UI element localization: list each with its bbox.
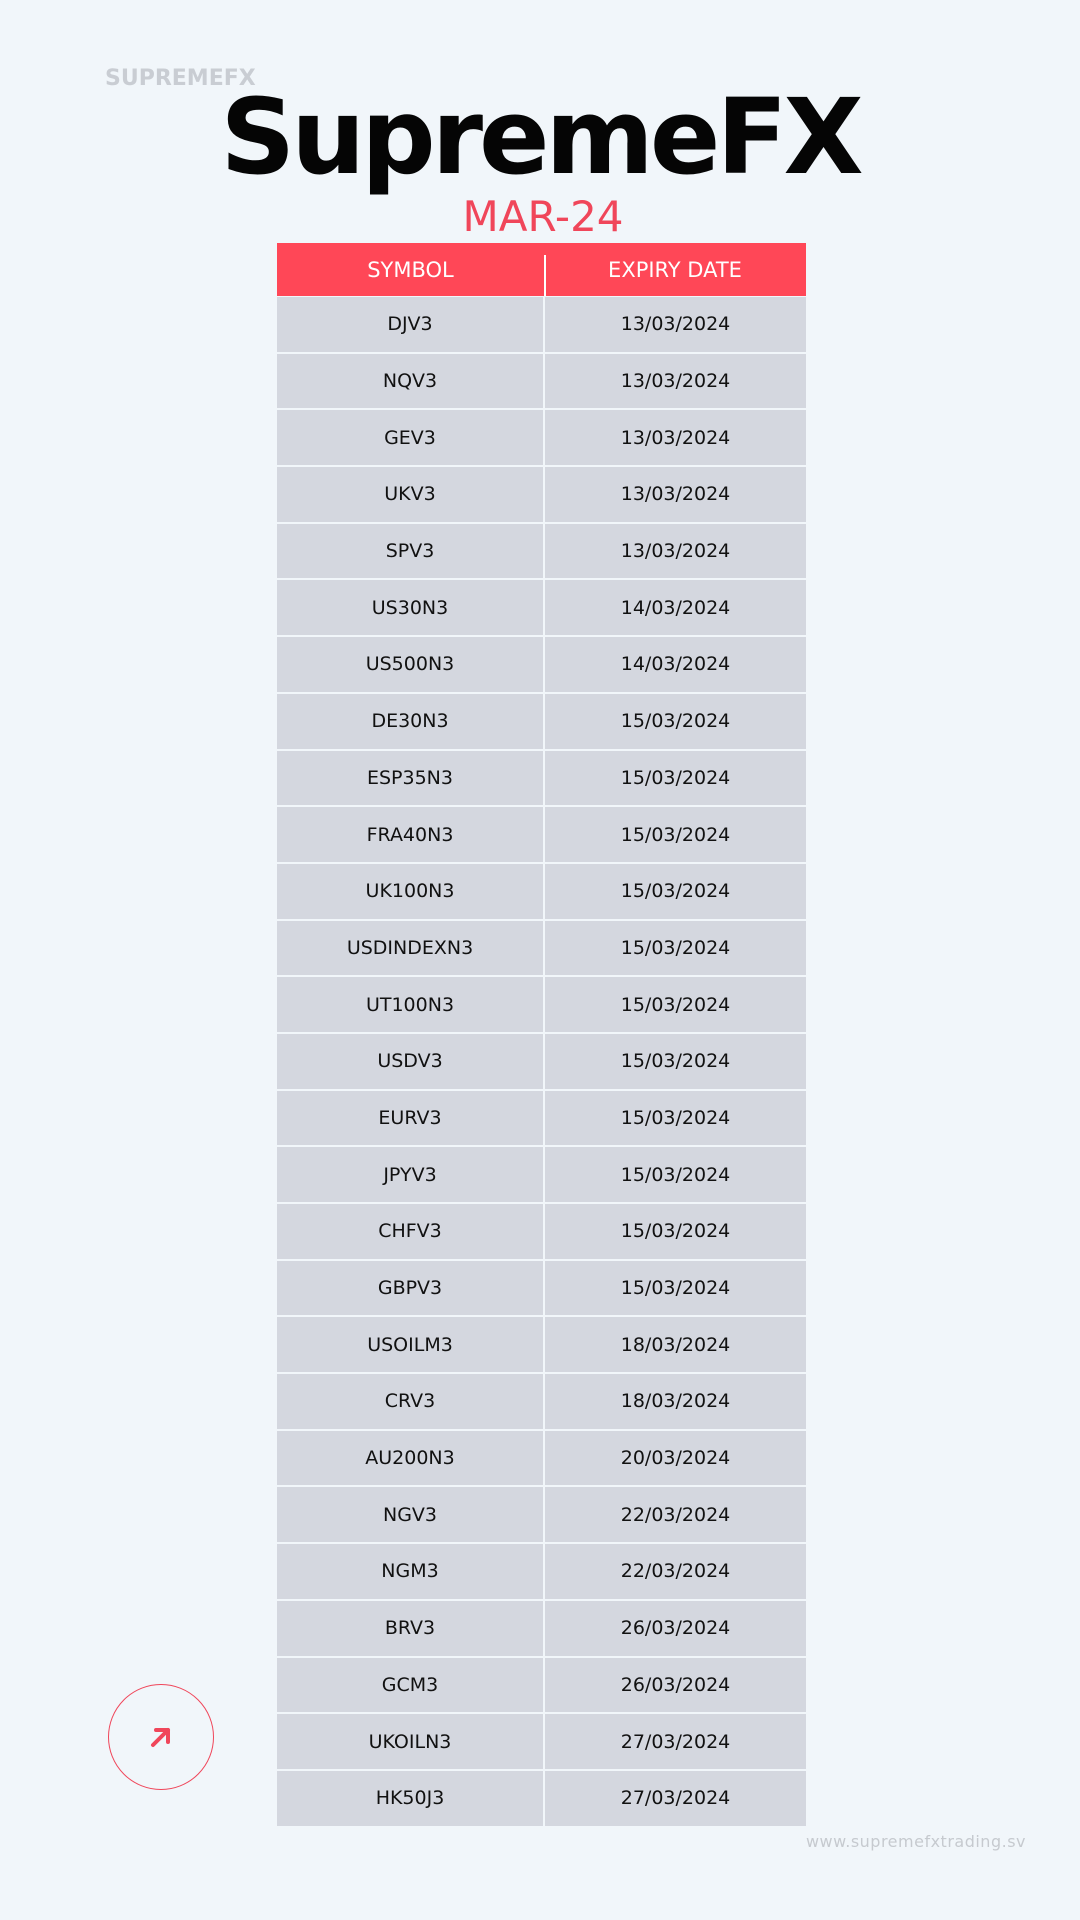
- expiry-date-cell: 13/03/2024: [545, 410, 806, 465]
- symbol-cell: USDV3: [277, 1034, 543, 1089]
- symbol-cell: UK100N3: [277, 864, 543, 919]
- table-row: [277, 1487, 806, 1542]
- expiry-date-cell: 15/03/2024: [545, 921, 806, 976]
- table-row: [277, 354, 806, 409]
- expiry-date-cell: 26/03/2024: [545, 1601, 806, 1656]
- expiry-date-cell: 15/03/2024: [545, 1091, 806, 1146]
- arrow-up-right-icon: [146, 1722, 176, 1752]
- symbol-cell: SPV3: [277, 524, 543, 579]
- brand-title: SupremeFX: [220, 76, 860, 198]
- expiry-date-cell: 15/03/2024: [545, 977, 806, 1032]
- table-row: [277, 1374, 806, 1429]
- expiry-date-cell: 13/03/2024: [545, 467, 806, 522]
- symbol-cell: UT100N3: [277, 977, 543, 1032]
- expiry-date-cell: 18/03/2024: [545, 1374, 806, 1429]
- table-row: [277, 580, 806, 635]
- table-row: [277, 1147, 806, 1202]
- expiry-date-cell: 15/03/2024: [545, 864, 806, 919]
- expiry-date-cell: 18/03/2024: [545, 1317, 806, 1372]
- table-row: [277, 1091, 806, 1146]
- column-header-expiry-date: EXPIRY DATE: [544, 243, 806, 296]
- symbol-cell: DE30N3: [277, 694, 543, 749]
- table-row: [277, 1431, 806, 1486]
- symbol-cell: ESP35N3: [277, 751, 543, 806]
- symbol-cell: JPYV3: [277, 1147, 543, 1202]
- table-row: [277, 751, 806, 806]
- symbol-cell: CRV3: [277, 1374, 543, 1429]
- symbol-cell: US30N3: [277, 580, 543, 635]
- expiry-date-cell: 15/03/2024: [545, 1034, 806, 1089]
- symbol-cell: BRV3: [277, 1601, 543, 1656]
- expiry-date-cell: 14/03/2024: [545, 637, 806, 692]
- table-row: [277, 1601, 806, 1656]
- symbol-cell: GBPV3: [277, 1261, 543, 1316]
- symbol-cell: GEV3: [277, 410, 543, 465]
- table-row: [277, 1771, 806, 1826]
- expiry-date-cell: 15/03/2024: [545, 751, 806, 806]
- table-row: [277, 807, 806, 862]
- table-row: [277, 1204, 806, 1259]
- symbol-cell: EURV3: [277, 1091, 543, 1146]
- expiry-date-cell: 13/03/2024: [545, 297, 806, 352]
- table-row: [277, 467, 806, 522]
- symbol-cell: CHFV3: [277, 1204, 543, 1259]
- open-link-button[interactable]: [108, 1684, 214, 1790]
- table-row: [277, 977, 806, 1032]
- expiry-table: [277, 243, 806, 1826]
- table-row: [277, 694, 806, 749]
- table-row: [277, 1658, 806, 1713]
- expiry-date-cell: 27/03/2024: [545, 1714, 806, 1769]
- symbol-cell: USDINDEXN3: [277, 921, 543, 976]
- expiry-date-cell: 15/03/2024: [545, 1261, 806, 1316]
- symbol-cell: UKV3: [277, 467, 543, 522]
- symbol-cell: NGM3: [277, 1544, 543, 1599]
- table-row: [277, 1261, 806, 1316]
- column-header-symbol: SYMBOL: [367, 257, 454, 282]
- expiry-date-cell: 14/03/2024: [545, 580, 806, 635]
- symbol-cell: HK50J3: [277, 1771, 543, 1826]
- symbol-cell: US500N3: [277, 637, 543, 692]
- month-label: MAR-24: [462, 192, 624, 241]
- website-url: www.supremefxtrading.sv: [805, 1832, 1026, 1851]
- table-row: [277, 637, 806, 692]
- table-row: [277, 410, 806, 465]
- expiry-date-cell: 15/03/2024: [545, 694, 806, 749]
- watermark-logo: SUPREMEFX: [105, 66, 256, 91]
- table-row: [277, 921, 806, 976]
- expiry-date-cell: 27/03/2024: [545, 1771, 806, 1826]
- expiry-date-cell: 15/03/2024: [545, 1147, 806, 1202]
- symbol-cell: GCM3: [277, 1658, 543, 1713]
- expiry-date-cell: 22/03/2024: [545, 1487, 806, 1542]
- table-row: [277, 1317, 806, 1372]
- symbol-cell: USOILM3: [277, 1317, 543, 1372]
- expiry-date-cell: 15/03/2024: [545, 807, 806, 862]
- table-header: [277, 243, 806, 296]
- table-row: [277, 524, 806, 579]
- symbol-cell: UKOILN3: [277, 1714, 543, 1769]
- symbol-cell: NGV3: [277, 1487, 543, 1542]
- expiry-date-cell: 26/03/2024: [545, 1658, 806, 1713]
- symbol-cell: NQV3: [277, 354, 543, 409]
- symbol-cell: AU200N3: [277, 1431, 543, 1486]
- expiry-date-cell: 20/03/2024: [545, 1431, 806, 1486]
- expiry-date-cell: 22/03/2024: [545, 1544, 806, 1599]
- expiry-date-cell: 13/03/2024: [545, 524, 806, 579]
- table-row: [277, 864, 806, 919]
- table-body: [277, 297, 806, 1826]
- table-row: [277, 1034, 806, 1089]
- symbol-cell: FRA40N3: [277, 807, 543, 862]
- table-row: [277, 297, 806, 352]
- table-row: [277, 1544, 806, 1599]
- table-row: [277, 1714, 806, 1769]
- symbol-cell: DJV3: [277, 297, 543, 352]
- expiry-date-cell: 15/03/2024: [545, 1204, 806, 1259]
- expiry-date-cell: 13/03/2024: [545, 354, 806, 409]
